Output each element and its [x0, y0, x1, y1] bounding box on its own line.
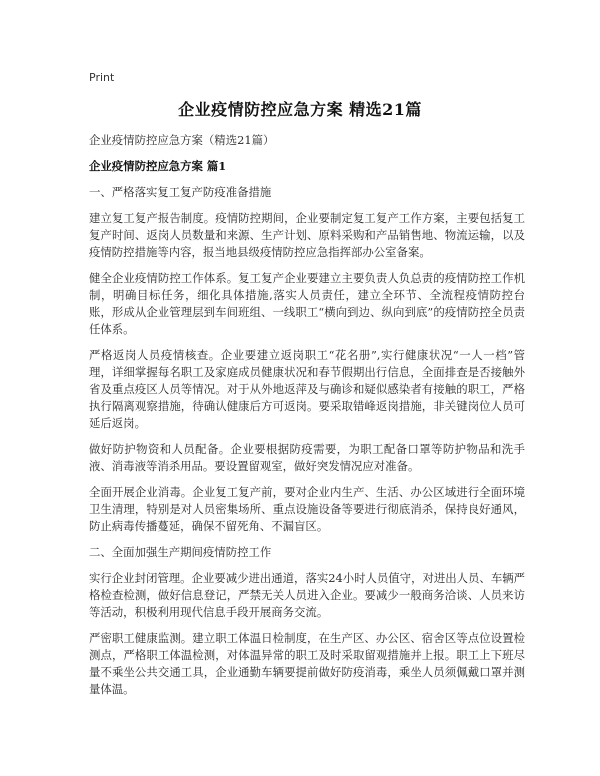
document-body: [89, 132, 525, 707]
paragraph: 严格返岗人员疫情核查。企业要建立返岗职工“花名册”,实行健康状况“一人一档”管理，详细掌握每名职工及家庭成员健康状况和春节假期出行信息，全面排查是否接触外省及重点疫区人员等情况。对于从外地返萍及与确诊和疑似感染者有接触的职工，严格执行隔离观察措施，待确认健康后方可返岗。要采取错峰返岗措施，非关键岗位人员可延后返岗。: [89, 348, 525, 430]
document-title: 企业疫情防控应急方案 精选21篇: [178, 100, 422, 119]
paragraph: 健全企业疫情防控工作体系。复工复产企业要建立主要负责人负总责的疫情防控工作机制，明确目标任务，细化具体措施,落实人员责任，建立全环节、全流程疫情防控台账，形成从企业管理层到车间班组、一线职工“横向到边、纵向到底”的疫情防控全员责任体系。: [89, 271, 525, 336]
paragraph: 全面开展企业消毒。企业复工复产前，要对企业内生产、生活、办公区域进行全面环境卫生清理，特别是对人员密集场所、重点设施设备等要进行彻底消杀，保持良好通风，防止病毒传播蔓延，确保不留死角、不漏盲区。: [89, 485, 525, 533]
paragraph: 做好防护物资和人员配备。企业要根据防疫需要，为职工配备口罩等防护物品和洗手液、消毒液等消杀用品。要设置留观室，做好突发情况应对准备。: [89, 442, 525, 473]
paragraph: 建立复工复产报告制度。疫情防控期间，企业要制定复工复产工作方案，主要包括复工复产时间、返岗人员数量和来源、生产计划、原料采购和产品销售地、物流运输，以及疫情防控措施等内容，报当地县级疫情防控应急指挥部办公室备案。: [89, 211, 525, 259]
part2-heading: 二、全面加强生产期间疫情防控工作: [89, 545, 272, 559]
section-heading: 企业疫情防控应急方案 篇1: [89, 159, 227, 173]
document-subtitle: 企业疫情防控应急方案（精选21篇）: [89, 133, 275, 147]
paragraph: 实行企业封闭管理。企业要减少进出通道，落实24小时人员值守，对进出人员、车辆严格检查检测，做好信息登记，严禁无关人员进入企业。要减少一般商务洽谈、人员来访等活动，积极利用现代信息手段开展商务交流。: [89, 571, 525, 619]
paragraph: 严密职工健康监测。建立职工体温日检制度，在生产区、办公区、宿舍区等点位设置检测点，严格职工体温检测，对体温异常的职工及时采取留观措施并上报。职工上下班尽量不乘坐公共交通工具，企业通勤车辆要提前做好防疫消毒，乘坐人员须佩戴口罩并测量体温。: [89, 631, 525, 696]
print-link[interactable]: Print: [89, 71, 115, 84]
part1-heading: 一、严格落实复工复产防疫准备措施: [89, 185, 272, 199]
